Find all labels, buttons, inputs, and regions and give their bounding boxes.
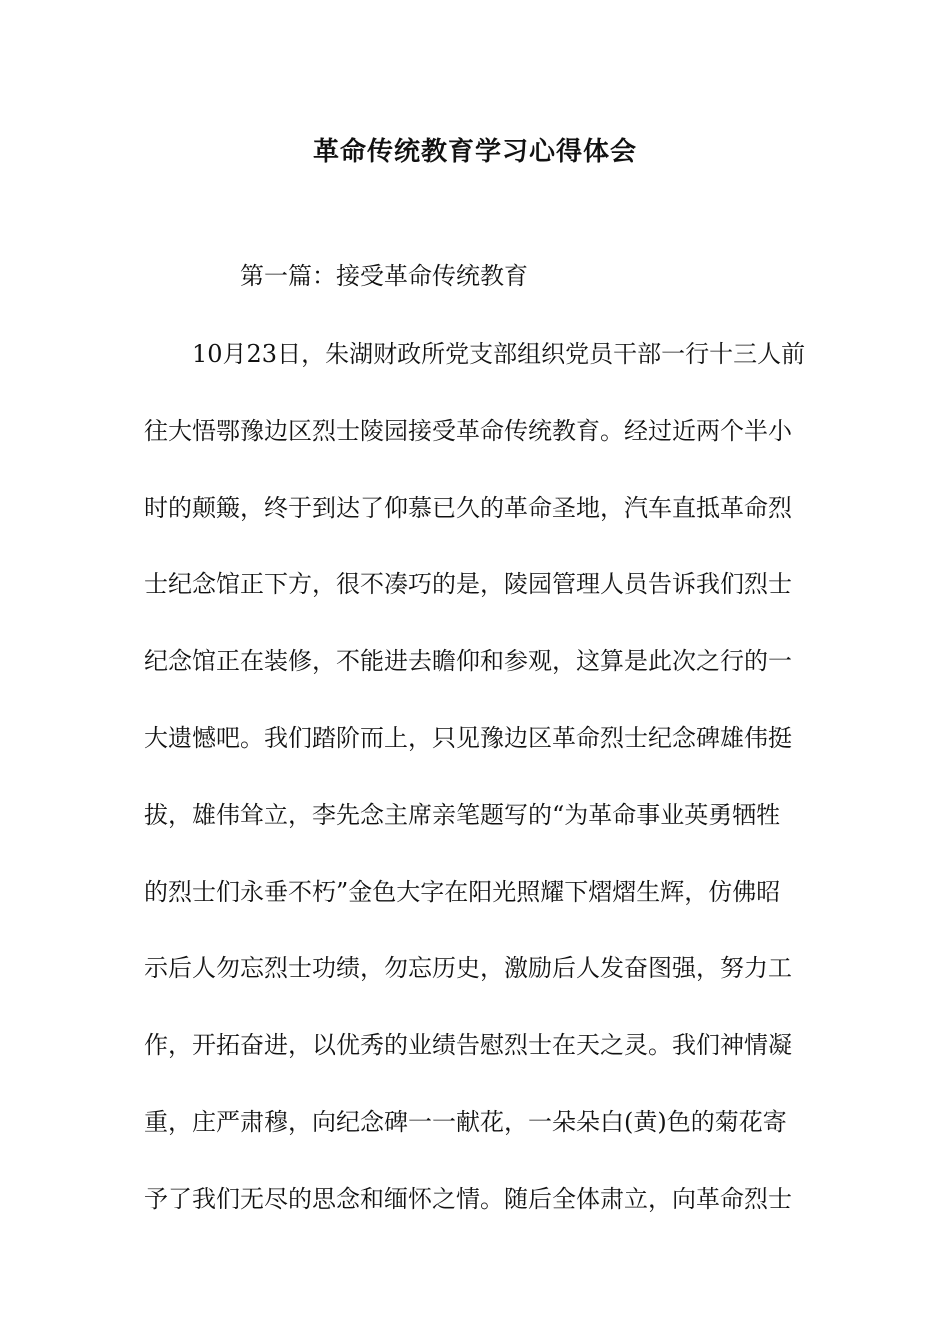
body-text xyxy=(144,334,816,1256)
text-line: 10月23日，朱湖财政所党支部组织党员干部一行十三人前 xyxy=(192,340,806,368)
document-title: 革命传统教育学习心得体会 xyxy=(312,137,637,167)
text-line: 大遗憾吧。我们踏阶而上，只见豫边区革命烈士纪念碑雄伟挺 xyxy=(144,723,792,752)
text-line: 的烈士们永垂不朽”金色大字在阳光照耀下熠熠生辉，仿佛昭 xyxy=(144,877,781,906)
text-line: 作，开拓奋进，以优秀的业绩告慰烈士在天之灵。我们神情凝 xyxy=(144,1031,792,1060)
text-line: 予了我们无尽的思念和缅怀之情。随后全体肃立，向革命烈士 xyxy=(144,1184,792,1213)
text-line: 示后人勿忘烈士功绩，勿忘历史，激励后人发奋图强，努力工 xyxy=(144,954,792,983)
text-line: 拔，雄伟耸立，李先念主席亲笔题写的“为革命事业英勇牺牲 xyxy=(144,800,781,829)
section-heading: 第一篇：接受革命传统教育 xyxy=(240,262,528,290)
text-line: 士纪念馆正下方，很不凑巧的是，陵园管理人员告诉我们烈士 xyxy=(144,570,792,599)
text-line: 重，庄严肃穆，向纪念碑一一献花，一朵朵白(黄)色的菊花寄 xyxy=(144,1107,787,1136)
text-line: 时的颠簸，终于到达了仰慕已久的革命圣地，汽车直抵革命烈 xyxy=(144,493,792,522)
text-line: 纪念馆正在装修，不能进去瞻仰和参观，这算是此次之行的一 xyxy=(144,647,792,676)
text-line: 往大悟鄂豫边区烈士陵园接受革命传统教育。经过近两个半小 xyxy=(144,416,792,445)
